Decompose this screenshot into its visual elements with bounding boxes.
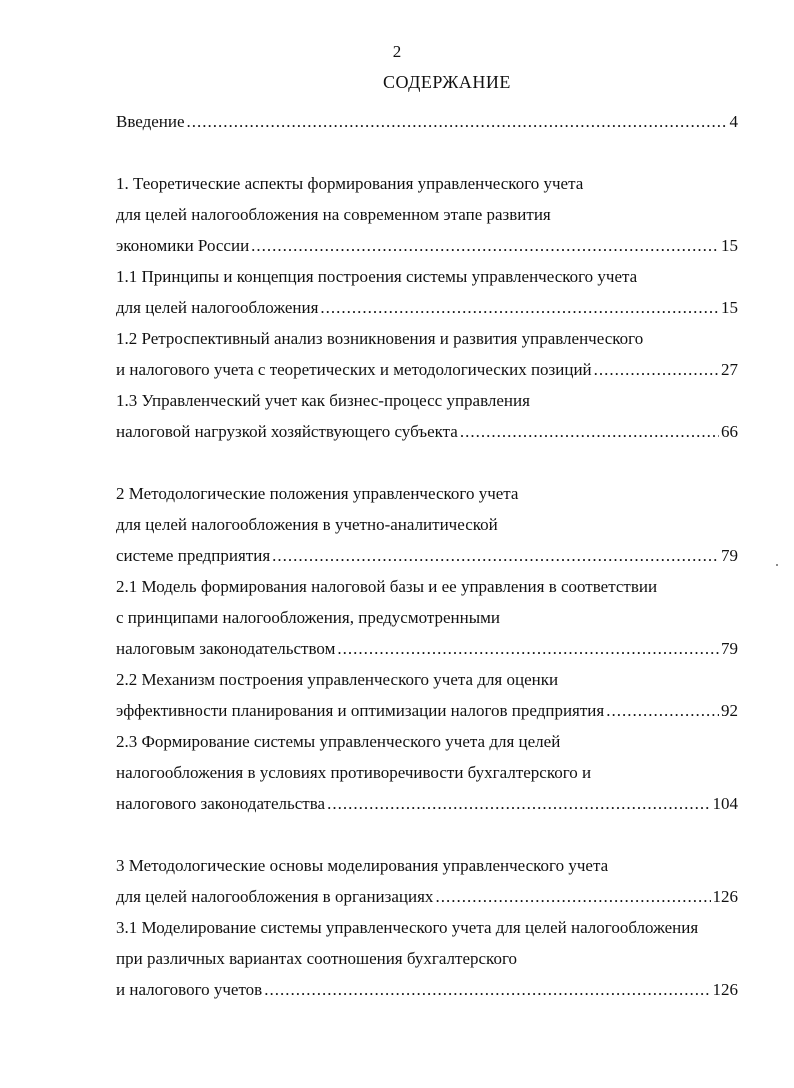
toc-entry-line: [116, 571, 738, 602]
toc-page-number: 4: [729, 112, 738, 131]
toc-entry[interactable]: [116, 323, 738, 385]
toc-entry-last-line: [116, 881, 738, 912]
toc-entry[interactable]: [116, 571, 738, 664]
toc-entry-text: 2.1 Модель формирования налоговой базы и ее управления в соответствии: [116, 577, 658, 596]
page-number: 2: [392, 42, 402, 61]
toc-entry-line: [116, 385, 738, 416]
toc-entry-last-line: [116, 354, 738, 385]
toc-entry-last-line: [116, 695, 738, 726]
dot-leader: [272, 540, 719, 571]
toc-page-number: 92: [721, 701, 738, 720]
dot-leader: [320, 292, 719, 323]
toc-entry-text: для целей налогообложения в учетно-аналитической: [116, 515, 498, 534]
toc-entry-text: 3 Методологические основы моделирования управленческого учета: [116, 856, 609, 875]
dot-leader: [337, 633, 719, 664]
toc-entry-line: [116, 664, 738, 695]
toc-entry-line: [116, 478, 738, 509]
toc-entry[interactable]: [116, 106, 738, 137]
toc-entry-text: с принципами налогообложения, предусмотренными: [116, 608, 501, 627]
toc-entry-text: 1.2 Ретроспективный анализ возникновения и развития управленческого: [116, 329, 644, 348]
toc-entry-line: [116, 757, 738, 788]
dot-leader: [435, 881, 710, 912]
toc-entry-line: [116, 168, 738, 199]
toc-entry-text: 1.3 Управленческий учет как бизнес-процесс управления: [116, 391, 530, 410]
toc-entry[interactable]: [116, 261, 738, 323]
section-gap: [116, 819, 738, 850]
table-of-contents: [116, 106, 738, 1005]
toc-entry-text: для целей налогообложения: [116, 298, 319, 317]
dot-leader: [594, 354, 719, 385]
toc-page-number: 126: [712, 887, 738, 906]
toc-entry-line: [116, 602, 738, 633]
toc-entry-last-line: [116, 788, 738, 819]
toc-entry[interactable]: [116, 912, 738, 1005]
toc-entry[interactable]: [116, 664, 738, 726]
toc-entry-text: для целей налогообложения в организациях: [116, 887, 434, 906]
toc-entry-last-line: [116, 540, 738, 571]
page-title: СОДЕРЖАНИЕ: [383, 72, 511, 92]
toc-entry-text: и налогового учетов: [116, 980, 263, 999]
toc-entry-last-line: [116, 633, 738, 664]
toc-entry-last-line: [116, 230, 738, 261]
toc-entry-line: [116, 912, 738, 943]
toc-entry-text: при различных вариантах соотношения бухгалтерского: [116, 949, 517, 968]
dot-leader: [327, 788, 710, 819]
toc-entry[interactable]: [116, 385, 738, 447]
toc-page-number: 79: [721, 546, 738, 565]
dot-leader: [264, 974, 710, 1005]
toc-entry-text: 3.1 Моделирование системы управленческого учета для целей налогообложения: [116, 918, 699, 937]
toc-entry-text: для целей налогообложения на современном этапе развития: [116, 205, 551, 224]
toc-entry-line: [116, 323, 738, 354]
toc-entry-text: 2 Методологические положения управленческого учета: [116, 484, 519, 503]
margin-mark: [776, 564, 778, 566]
toc-page-number: 79: [721, 639, 738, 658]
toc-entry-text: системе предприятия: [116, 546, 271, 565]
dot-leader: [251, 230, 719, 261]
toc-entry-text: эффективности планирования и оптимизации налогов предприятия: [116, 701, 605, 720]
toc-entry[interactable]: [116, 478, 738, 571]
toc-entry-line: [116, 943, 738, 974]
toc-entry-text: 1.1 Принципы и концепция построения системы управленческого учета: [116, 267, 638, 286]
toc-entry[interactable]: [116, 726, 738, 819]
toc-entry-last-line: [116, 416, 738, 447]
toc-entry-text: налогообложения в условиях противоречивости бухгалтерского и: [116, 763, 592, 782]
toc-entry-line: [116, 261, 738, 292]
toc-entry[interactable]: [116, 850, 738, 912]
toc-entry-text: экономики России: [116, 236, 250, 255]
toc-entry-last-line: [116, 974, 738, 1005]
toc-entry-line: [116, 850, 738, 881]
toc-entry-text: 2.3 Формирование системы управленческого учета для целей: [116, 732, 561, 751]
toc-entry-line: [116, 199, 738, 230]
toc-entry-text: налогового законодательства: [116, 794, 326, 813]
toc-entry-text: 1. Теоретические аспекты формирования управленческого учета: [116, 174, 584, 193]
section-gap: [116, 447, 738, 478]
toc-entry[interactable]: [116, 168, 738, 261]
toc-entry-text: налоговым законодательством: [116, 639, 336, 658]
toc-entry-last-line: [116, 106, 738, 137]
toc-entry-text: налоговой нагрузкой хозяйствующего субъекта: [116, 422, 458, 441]
toc-page-number: 15: [721, 298, 738, 317]
toc-page-number: 126: [712, 980, 738, 999]
toc-entry-line: [116, 726, 738, 757]
toc-entry-last-line: [116, 292, 738, 323]
toc-page-number: 66: [721, 422, 738, 441]
toc-entry-text: и налогового учета с теоретических и методологических позиций: [116, 360, 592, 379]
toc-page-number: 104: [712, 794, 738, 813]
toc-entry-text: Введение: [116, 112, 185, 131]
toc-page-number: 27: [721, 360, 738, 379]
dot-leader: [460, 416, 719, 447]
toc-page-number: 15: [721, 236, 738, 255]
section-gap: [116, 137, 738, 168]
dot-leader: [187, 106, 728, 137]
toc-entry-line: [116, 509, 738, 540]
toc-entry-text: 2.2 Механизм построения управленческого учета для оценки: [116, 670, 559, 689]
dot-leader: [606, 695, 719, 726]
